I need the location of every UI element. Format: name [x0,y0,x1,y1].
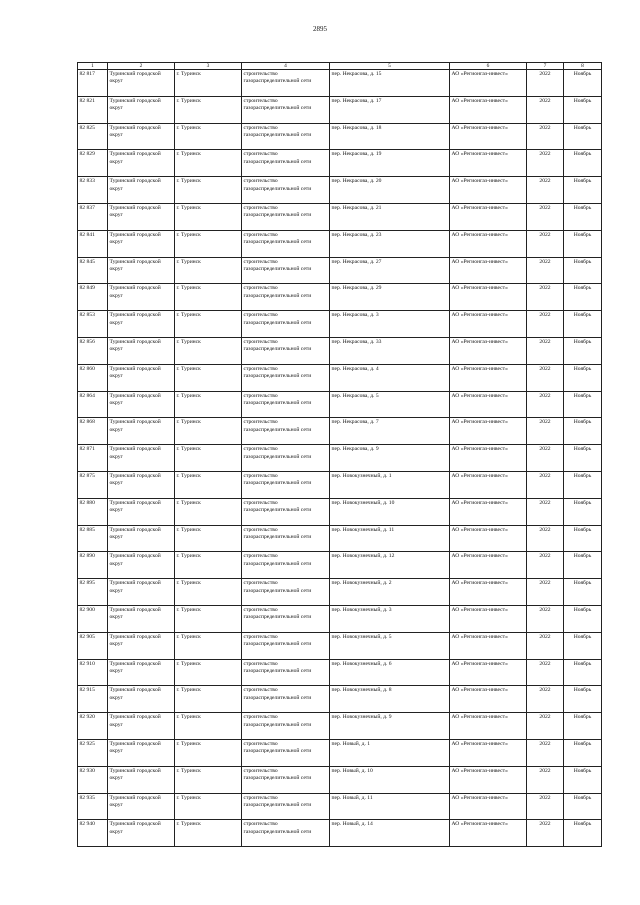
object-id-cell: 82 885 [78,525,108,552]
year-cell: 2022 [527,445,564,472]
object-id-cell: 82 829 [78,150,108,177]
settlement-cell: г. Туринск [175,150,242,177]
month-cell: Ноябрь [564,552,602,579]
district-cell: Туринский городской округ [108,632,175,659]
year-cell: 2022 [527,793,564,820]
object-id-cell: 82 853 [78,311,108,338]
district-cell: Туринский городской округ [108,498,175,525]
month-cell: Ноябрь [564,257,602,284]
work-type-cell: строительство газораспределительной сети [242,150,330,177]
year-cell: 2022 [527,579,564,606]
contractor-cell: АО «Регионгаз-инвест» [450,230,527,257]
object-id-cell: 82 821 [78,96,108,123]
contractor-cell: АО «Регионгаз-инвест» [450,418,527,445]
object-id-cell: 82 920 [78,713,108,740]
month-cell: Ноябрь [564,766,602,793]
year-cell: 2022 [527,96,564,123]
district-cell: Туринский городской округ [108,203,175,230]
table-row [78,284,602,311]
object-id-cell: 82 856 [78,337,108,364]
table-row [78,150,602,177]
month-cell: Ноябрь [564,203,602,230]
settlement-cell: г. Туринск [175,445,242,472]
contractor-cell: АО «Регионгаз-инвест» [450,605,527,632]
contractor-cell: АО «Регионгаз-инвест» [450,820,527,847]
work-type-cell: строительство газораспределительной сети [242,713,330,740]
contractor-cell: АО «Регионгаз-инвест» [450,96,527,123]
month-cell: Ноябрь [564,659,602,686]
month-cell: Ноябрь [564,230,602,257]
register-table [77,62,602,847]
district-cell: Туринский городской округ [108,445,175,472]
work-type-cell: строительство газораспределительной сети [242,445,330,472]
month-cell: Ноябрь [564,498,602,525]
district-cell: Туринский городской округ [108,418,175,445]
work-type-cell: строительство газораспределительной сети [242,311,330,338]
settlement-cell: г. Туринск [175,552,242,579]
column-number-3: 3 [175,63,242,70]
address-cell: пер. Новый, д. 10 [330,766,450,793]
month-cell: Ноябрь [564,284,602,311]
settlement-cell: г. Туринск [175,123,242,150]
settlement-cell: г. Туринск [175,311,242,338]
settlement-cell: г. Туринск [175,605,242,632]
settlement-cell: г. Туринск [175,257,242,284]
year-cell: 2022 [527,70,564,97]
work-type-cell: строительство газораспределительной сети [242,123,330,150]
work-type-cell: строительство газораспределительной сети [242,364,330,391]
table-row [78,203,602,230]
contractor-cell: АО «Регионгаз-инвест» [450,579,527,606]
table-row [78,364,602,391]
object-id-cell: 82 837 [78,203,108,230]
object-id-cell: 82 910 [78,659,108,686]
column-number-6: 6 [450,63,527,70]
table-row [78,632,602,659]
month-cell: Ноябрь [564,445,602,472]
settlement-cell: г. Туринск [175,579,242,606]
district-cell: Туринский городской округ [108,337,175,364]
settlement-cell: г. Туринск [175,177,242,204]
work-type-cell: строительство газораспределительной сети [242,605,330,632]
work-type-cell: строительство газораспределительной сети [242,498,330,525]
address-cell: пер. Новокузнечный, д. 1 [330,471,450,498]
work-type-cell: строительство газораспределительной сети [242,284,330,311]
year-cell: 2022 [527,364,564,391]
object-id-cell: 82 845 [78,257,108,284]
work-type-cell: строительство газораспределительной сети [242,471,330,498]
table-row [78,793,602,820]
year-cell: 2022 [527,150,564,177]
object-id-cell: 82 875 [78,471,108,498]
address-cell: пер. Новокузнечный, д. 3 [330,605,450,632]
work-type-cell: строительство газораспределительной сети [242,766,330,793]
month-cell: Ноябрь [564,632,602,659]
address-cell: пер. Новокузнечный, д. 5 [330,632,450,659]
table-row [78,96,602,123]
district-cell: Туринский городской округ [108,713,175,740]
contractor-cell: АО «Регионгаз-инвест» [450,257,527,284]
settlement-cell: г. Туринск [175,525,242,552]
header-row [78,63,602,70]
address-cell: пер. Некрасова, д. 18 [330,123,450,150]
district-cell: Туринский городской округ [108,364,175,391]
object-id-cell: 82 940 [78,820,108,847]
table-body [78,70,602,847]
work-type-cell: строительство газораспределительной сети [242,793,330,820]
district-cell: Туринский городской округ [108,391,175,418]
year-cell: 2022 [527,605,564,632]
contractor-cell: АО «Регионгаз-инвест» [450,177,527,204]
work-type-cell: строительство газораспределительной сети [242,632,330,659]
settlement-cell: г. Туринск [175,284,242,311]
column-number-7: 7 [527,63,564,70]
settlement-cell: г. Туринск [175,498,242,525]
address-cell: пер. Некрасова, д. 33 [330,337,450,364]
year-cell: 2022 [527,123,564,150]
settlement-cell: г. Туринск [175,686,242,713]
contractor-cell: АО «Регионгаз-инвест» [450,445,527,472]
table-row [78,311,602,338]
address-cell: пер. Новокузнечный, д. 9 [330,713,450,740]
table-row [78,445,602,472]
address-cell: пер. Некрасова, д. 17 [330,96,450,123]
address-cell: пер. Некрасова, д. 21 [330,203,450,230]
contractor-cell: АО «Регионгаз-инвест» [450,70,527,97]
year-cell: 2022 [527,284,564,311]
district-cell: Туринский городской округ [108,659,175,686]
settlement-cell: г. Туринск [175,471,242,498]
settlement-cell: г. Туринск [175,632,242,659]
table-row [78,820,602,847]
address-cell: пер. Некрасова, д. 5 [330,391,450,418]
object-id-cell: 82 935 [78,793,108,820]
object-id-cell: 82 890 [78,552,108,579]
district-cell: Туринский городской округ [108,311,175,338]
contractor-cell: АО «Регионгаз-инвест» [450,552,527,579]
settlement-cell: г. Туринск [175,713,242,740]
contractor-cell: АО «Регионгаз-инвест» [450,525,527,552]
year-cell: 2022 [527,230,564,257]
address-cell: пер. Новокузнечный, д. 10 [330,498,450,525]
month-cell: Ноябрь [564,96,602,123]
month-cell: Ноябрь [564,686,602,713]
year-cell: 2022 [527,337,564,364]
work-type-cell: строительство газораспределительной сети [242,739,330,766]
address-cell: пер. Новый, д. 1 [330,739,450,766]
column-number-8: 8 [564,63,602,70]
settlement-cell: г. Туринск [175,766,242,793]
district-cell: Туринский городской округ [108,579,175,606]
table-row [78,391,602,418]
year-cell: 2022 [527,659,564,686]
settlement-cell: г. Туринск [175,230,242,257]
year-cell: 2022 [527,311,564,338]
district-cell: Туринский городской округ [108,96,175,123]
year-cell: 2022 [527,525,564,552]
month-cell: Ноябрь [564,70,602,97]
year-cell: 2022 [527,552,564,579]
district-cell: Туринский городской округ [108,150,175,177]
address-cell: пер. Некрасова, д. 7 [330,418,450,445]
address-cell: пер. Новокузнечный, д. 2 [330,579,450,606]
object-id-cell: 82 925 [78,739,108,766]
address-cell: пер. Новокузнечный, д. 12 [330,552,450,579]
work-type-cell: строительство газораспределительной сети [242,659,330,686]
table-row [78,418,602,445]
work-type-cell: строительство газораспределительной сети [242,70,330,97]
table-row [78,552,602,579]
object-id-cell: 82 871 [78,445,108,472]
year-cell: 2022 [527,471,564,498]
address-cell: пер. Новокузнечный, д. 6 [330,659,450,686]
object-id-cell: 82 849 [78,284,108,311]
settlement-cell: г. Туринск [175,70,242,97]
address-cell: пер. Некрасова, д. 27 [330,257,450,284]
object-id-cell: 82 868 [78,418,108,445]
work-type-cell: строительство газораспределительной сети [242,230,330,257]
month-cell: Ноябрь [564,793,602,820]
settlement-cell: г. Туринск [175,96,242,123]
contractor-cell: АО «Регионгаз-инвест» [450,713,527,740]
page-number: 2895 [313,25,327,33]
settlement-cell: г. Туринск [175,659,242,686]
table-row [78,123,602,150]
month-cell: Ноябрь [564,391,602,418]
contractor-cell: АО «Регионгаз-инвест» [450,659,527,686]
month-cell: Ноябрь [564,820,602,847]
address-cell: пер. Новокузнечный, д. 11 [330,525,450,552]
work-type-cell: строительство газораспределительной сети [242,257,330,284]
month-cell: Ноябрь [564,177,602,204]
table-row [78,579,602,606]
table-row [78,337,602,364]
table-row [78,525,602,552]
work-type-cell: строительство газораспределительной сети [242,552,330,579]
object-id-cell: 82 833 [78,177,108,204]
object-id-cell: 82 864 [78,391,108,418]
month-cell: Ноябрь [564,739,602,766]
settlement-cell: г. Туринск [175,364,242,391]
year-cell: 2022 [527,203,564,230]
object-id-cell: 82 915 [78,686,108,713]
month-cell: Ноябрь [564,713,602,740]
object-id-cell: 82 880 [78,498,108,525]
year-cell: 2022 [527,820,564,847]
object-id-cell: 82 895 [78,579,108,606]
contractor-cell: АО «Регионгаз-инвест» [450,364,527,391]
month-cell: Ноябрь [564,471,602,498]
settlement-cell: г. Туринск [175,203,242,230]
contractor-cell: АО «Регионгаз-инвест» [450,284,527,311]
month-cell: Ноябрь [564,579,602,606]
year-cell: 2022 [527,766,564,793]
table-row [78,471,602,498]
contractor-cell: АО «Регионгаз-инвест» [450,793,527,820]
district-cell: Туринский городской округ [108,257,175,284]
table-row [78,257,602,284]
address-cell: пер. Некрасова, д. 15 [330,70,450,97]
object-id-cell: 82 860 [78,364,108,391]
object-id-cell: 82 900 [78,605,108,632]
contractor-cell: АО «Регионгаз-инвест» [450,471,527,498]
month-cell: Ноябрь [564,337,602,364]
settlement-cell: г. Туринск [175,739,242,766]
contractor-cell: АО «Регионгаз-инвест» [450,766,527,793]
table-row [78,230,602,257]
table-row [78,686,602,713]
address-cell: пер. Новокузнечный, д. 8 [330,686,450,713]
month-cell: Ноябрь [564,123,602,150]
column-number-5: 5 [330,63,450,70]
year-cell: 2022 [527,177,564,204]
contractor-cell: АО «Регионгаз-инвест» [450,391,527,418]
object-id-cell: 82 905 [78,632,108,659]
district-cell: Туринский городской округ [108,284,175,311]
work-type-cell: строительство газораспределительной сети [242,525,330,552]
object-id-cell: 82 825 [78,123,108,150]
district-cell: Туринский городской округ [108,605,175,632]
table-row [78,70,602,97]
object-id-cell: 82 841 [78,230,108,257]
settlement-cell: г. Туринск [175,337,242,364]
column-number-4: 4 [242,63,330,70]
object-id-cell: 82 817 [78,70,108,97]
address-cell: пер. Некрасова, д. 20 [330,177,450,204]
contractor-cell: АО «Регионгаз-инвест» [450,739,527,766]
work-type-cell: строительство газораспределительной сети [242,177,330,204]
contractor-cell: АО «Регионгаз-инвест» [450,311,527,338]
contractor-cell: АО «Регионгаз-инвест» [450,203,527,230]
district-cell: Туринский городской округ [108,471,175,498]
table-row [78,713,602,740]
work-type-cell: строительство газораспределительной сети [242,686,330,713]
contractor-cell: АО «Регионгаз-инвест» [450,632,527,659]
address-cell: пер. Новый, д. 11 [330,793,450,820]
settlement-cell: г. Туринск [175,391,242,418]
address-cell: пер. Некрасова, д. 4 [330,364,450,391]
year-cell: 2022 [527,686,564,713]
year-cell: 2022 [527,391,564,418]
month-cell: Ноябрь [564,605,602,632]
address-cell: пер. Некрасова, д. 19 [330,150,450,177]
contractor-cell: АО «Регионгаз-инвест» [450,123,527,150]
settlement-cell: г. Туринск [175,820,242,847]
object-id-cell: 82 930 [78,766,108,793]
district-cell: Туринский городской округ [108,230,175,257]
address-cell: пер. Новый, д. 14 [330,820,450,847]
column-number-1: 1 [78,63,108,70]
month-cell: Ноябрь [564,311,602,338]
table-row [78,766,602,793]
year-cell: 2022 [527,713,564,740]
month-cell: Ноябрь [564,150,602,177]
year-cell: 2022 [527,418,564,445]
district-cell: Туринский городской округ [108,686,175,713]
year-cell: 2022 [527,632,564,659]
work-type-cell: строительство газораспределительной сети [242,820,330,847]
address-cell: пер. Некрасова, д. 29 [330,284,450,311]
table-row [78,605,602,632]
work-type-cell: строительство газораспределительной сети [242,203,330,230]
table-row [78,498,602,525]
work-type-cell: строительство газораспределительной сети [242,96,330,123]
contractor-cell: АО «Регионгаз-инвест» [450,150,527,177]
district-cell: Туринский городской округ [108,820,175,847]
month-cell: Ноябрь [564,364,602,391]
year-cell: 2022 [527,739,564,766]
table-row [78,177,602,204]
contractor-cell: АО «Регионгаз-инвест» [450,686,527,713]
district-cell: Туринский городской округ [108,525,175,552]
table-row [78,659,602,686]
address-cell: пер. Некрасова, д. 9 [330,445,450,472]
work-type-cell: строительство газораспределительной сети [242,418,330,445]
work-type-cell: строительство газораспределительной сети [242,391,330,418]
contractor-cell: АО «Регионгаз-инвест» [450,498,527,525]
year-cell: 2022 [527,257,564,284]
district-cell: Туринский городской округ [108,123,175,150]
column-number-2: 2 [108,63,175,70]
work-type-cell: строительство газораспределительной сети [242,579,330,606]
month-cell: Ноябрь [564,418,602,445]
address-cell: пер. Некрасова, д. 3 [330,311,450,338]
contractor-cell: АО «Регионгаз-инвест» [450,337,527,364]
table-row [78,739,602,766]
address-cell: пер. Некрасова, д. 23 [330,230,450,257]
district-cell: Туринский городской округ [108,70,175,97]
district-cell: Туринский городской округ [108,766,175,793]
district-cell: Туринский городской округ [108,552,175,579]
district-cell: Туринский городской округ [108,177,175,204]
month-cell: Ноябрь [564,525,602,552]
settlement-cell: г. Туринск [175,793,242,820]
district-cell: Туринский городской округ [108,739,175,766]
work-type-cell: строительство газораспределительной сети [242,337,330,364]
district-cell: Туринский городской округ [108,793,175,820]
settlement-cell: г. Туринск [175,418,242,445]
year-cell: 2022 [527,498,564,525]
